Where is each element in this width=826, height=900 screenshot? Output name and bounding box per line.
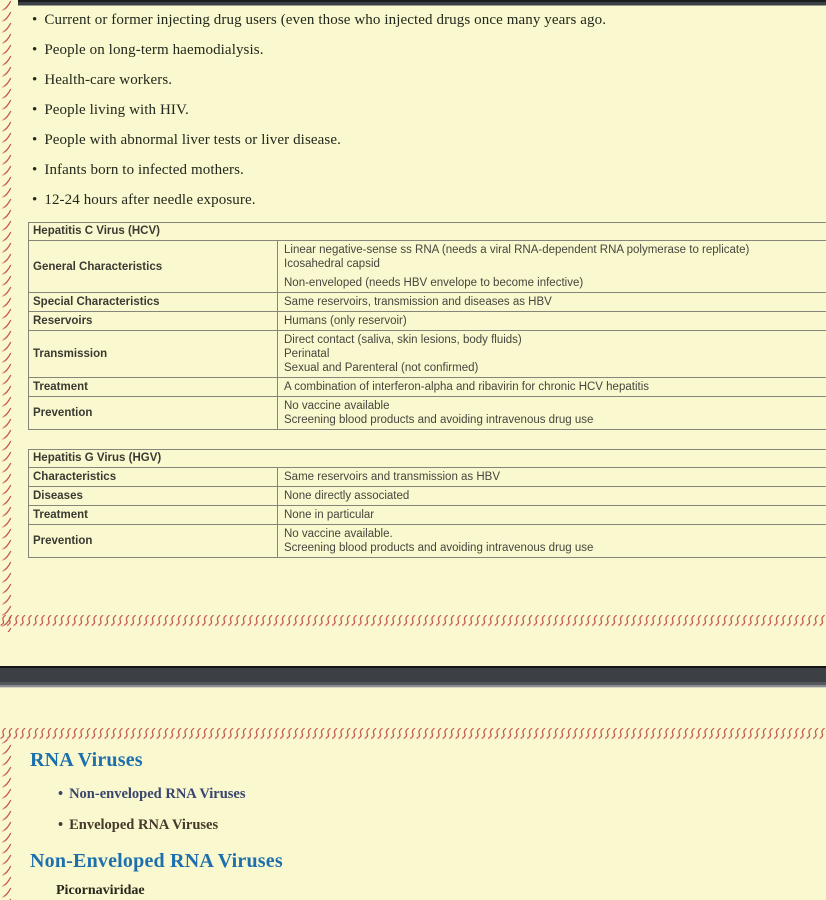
value-line: Icosahedral capsid xyxy=(284,258,380,270)
left-squiggle-border-page1 xyxy=(0,0,14,632)
row-key: Treatment xyxy=(29,506,278,524)
value-line: Perinatal xyxy=(284,348,330,360)
table-row xyxy=(29,396,826,429)
value-line: No vaccine available xyxy=(284,400,390,412)
list-item-text: People with abnormal liver tests or liver disease. xyxy=(44,132,341,148)
list-item-text: People living with HIV. xyxy=(44,102,189,118)
row-value xyxy=(278,293,826,311)
table-row xyxy=(29,330,826,377)
page-1 xyxy=(30,6,826,558)
value-line: A combination of interferon-alpha and ribavirin for chronic HCV hepatitis xyxy=(284,381,649,393)
list-item xyxy=(58,817,826,833)
bullet-icon: • xyxy=(32,192,38,208)
row-value xyxy=(278,331,826,377)
bullet-icon: • xyxy=(32,12,38,28)
value-line: None directly associated xyxy=(284,490,410,502)
table-row xyxy=(29,292,826,311)
bullet-icon: • xyxy=(32,72,38,88)
list-item xyxy=(58,786,826,802)
table-row xyxy=(29,524,826,557)
list-item xyxy=(32,132,826,148)
value-line: Screening blood products and avoiding intravenous drug use xyxy=(284,542,594,554)
bullet-icon: • xyxy=(32,102,38,118)
bullet-icon: • xyxy=(32,42,38,58)
bullet-icon: • xyxy=(32,132,38,148)
row-value xyxy=(278,525,826,557)
bullet-icon: • xyxy=(32,162,38,178)
list-item xyxy=(32,12,826,28)
value-line: Screening blood products and avoiding intravenous drug use xyxy=(284,414,594,426)
row-key: Special Characteristics xyxy=(29,293,278,311)
table-row xyxy=(29,467,826,486)
value-line: No vaccine available. xyxy=(284,528,393,540)
value-line: Direct contact (saliva, skin lesions, body fluids) xyxy=(284,334,522,346)
table-row xyxy=(29,505,826,524)
left-squiggle-border-page2 xyxy=(0,733,14,900)
risk-group-list xyxy=(30,6,826,208)
non-enveloped-rna-viruses-heading: Non-Enveloped RNA Viruses xyxy=(30,850,283,872)
row-value xyxy=(278,312,826,330)
value-line: Non-enveloped (needs HBV envelope to become infective) xyxy=(284,277,584,289)
list-item-text: Non-enveloped RNA Viruses xyxy=(69,786,246,802)
row-value xyxy=(278,241,826,292)
bullet-icon: • xyxy=(58,786,64,802)
list-item xyxy=(32,42,826,58)
row-value xyxy=(278,397,826,429)
list-item xyxy=(32,102,826,118)
list-item-text: Health-care workers. xyxy=(44,72,173,88)
table-row xyxy=(29,377,826,396)
list-item-text: Current or former injecting drug users (even those who injected drugs once many years ago. xyxy=(44,12,607,28)
list-item xyxy=(32,192,826,208)
row-key: Reservoirs xyxy=(29,312,278,330)
row-key: Prevention xyxy=(29,397,278,429)
row-value xyxy=(278,506,826,524)
table-title: Hepatitis C Virus (HCV) xyxy=(33,225,160,237)
list-item-text: Enveloped RNA Viruses xyxy=(69,817,219,833)
value-line: None in particular xyxy=(284,509,375,521)
rna-virus-type-list xyxy=(30,786,826,833)
row-value xyxy=(278,487,826,505)
list-item-text: Infants born to infected mothers. xyxy=(44,162,244,178)
table-title: Hepatitis G Virus (HGV) xyxy=(33,452,162,464)
row-key: Diseases xyxy=(29,487,278,505)
page-2 xyxy=(30,744,826,899)
value-line: Same reservoirs and transmission as HBV xyxy=(284,471,501,483)
row-key: Transmission xyxy=(29,331,278,377)
top-squiggle-border-page2 xyxy=(0,726,826,740)
row-key: General Characteristics xyxy=(29,241,278,292)
picornaviridae-subheading: Picornaviridae xyxy=(56,883,145,898)
row-key: Characteristics xyxy=(29,468,278,486)
table-row xyxy=(29,311,826,330)
list-item-text: People on long-term haemodialysis. xyxy=(44,42,264,58)
bullet-icon: • xyxy=(58,817,64,833)
table-row xyxy=(29,240,826,292)
row-value xyxy=(278,378,826,396)
list-item xyxy=(32,72,826,88)
value-line: Sexual and Parenteral (not confirmed) xyxy=(284,362,479,374)
value-line: Linear negative-sense ss RNA (needs a viral RNA-dependent RNA polymerase to replicate) xyxy=(284,244,750,256)
list-item-text: 12-24 hours after needle exposure. xyxy=(44,192,256,208)
row-value xyxy=(278,468,826,486)
hgv-table xyxy=(28,449,826,558)
row-key: Treatment xyxy=(29,378,278,396)
page-break-bar xyxy=(0,666,826,688)
value-line: Same reservoirs, transmission and diseases as HBV xyxy=(284,296,552,308)
list-item xyxy=(32,162,826,178)
bottom-squiggle-border-page1 xyxy=(0,613,826,627)
row-key: Prevention xyxy=(29,525,278,557)
table-row xyxy=(29,486,826,505)
value-line: Humans (only reservoir) xyxy=(284,315,407,327)
hcv-table xyxy=(28,222,826,430)
rna-viruses-heading: RNA Viruses xyxy=(30,749,143,771)
